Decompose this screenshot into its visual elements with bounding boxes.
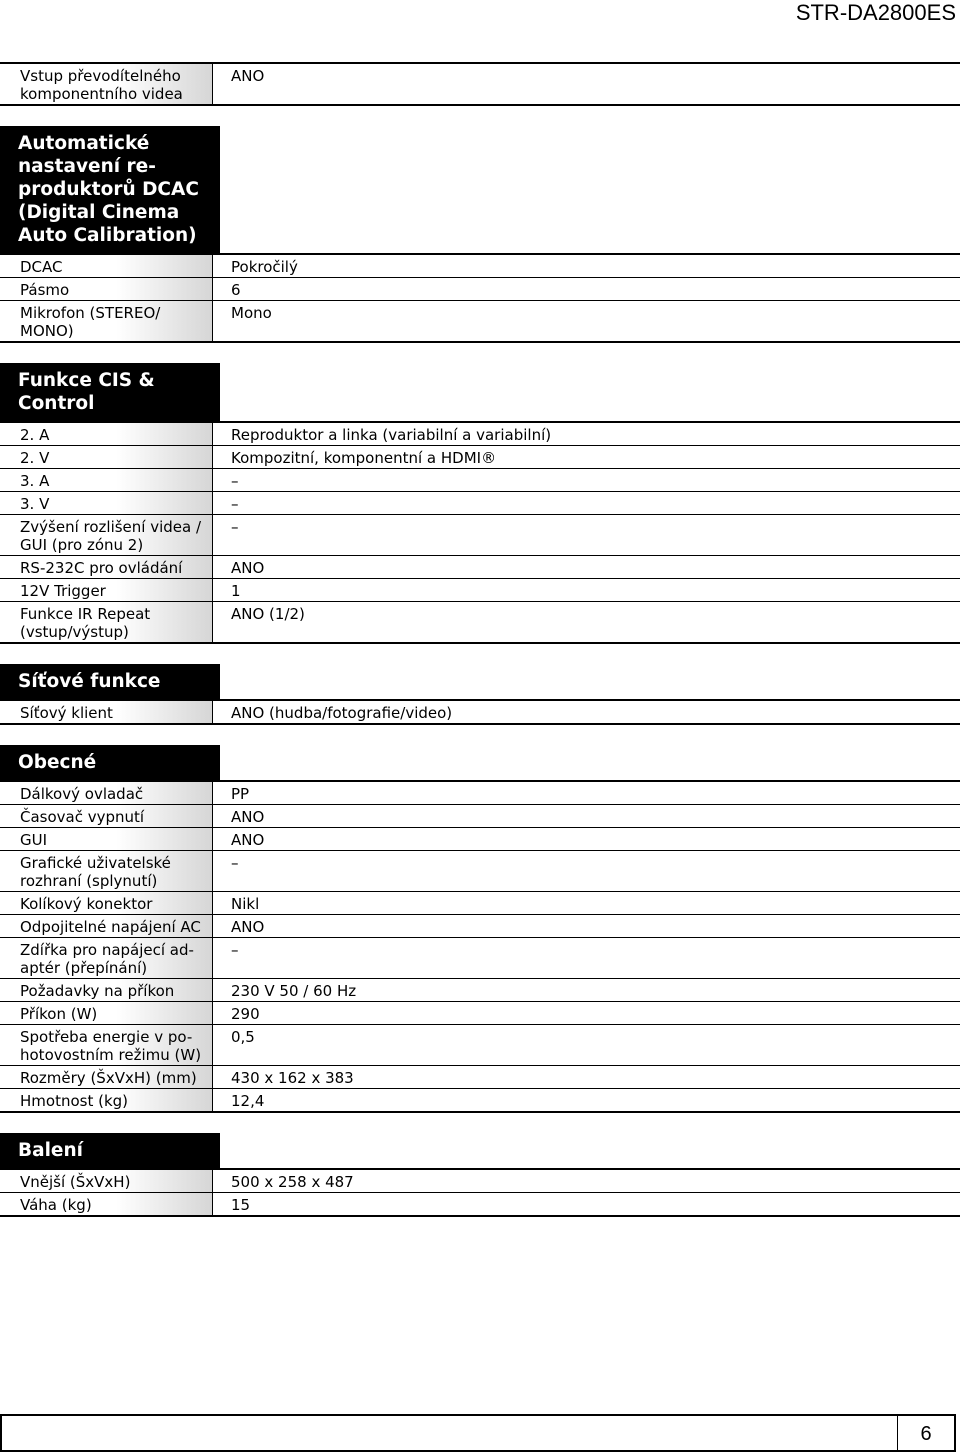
- spec-value: 430 x 162 x 383: [231, 1069, 354, 1087]
- spec-row: [0, 827, 960, 850]
- spec-label: GUI: [0, 828, 213, 850]
- spec-label: Síťový klient: [0, 701, 213, 723]
- section-heading: Balení: [0, 1133, 220, 1168]
- spec-table: [0, 62, 960, 106]
- spec-label: Požadavky na příkon: [0, 979, 213, 1001]
- spec-label: DCAC: [0, 255, 213, 277]
- spec-row: [0, 514, 960, 555]
- spec-label: Zvýšení rozlišení videa / GUI (pro zónu 2): [0, 515, 213, 555]
- spec-value: ANO (1/2): [231, 605, 305, 623]
- spec-row: [0, 937, 960, 978]
- spec-row: [0, 445, 960, 468]
- page-number: 6: [897, 1416, 954, 1450]
- spec-value: 230 V 50 / 60 Hz: [231, 982, 357, 1000]
- spec-table: [0, 253, 960, 343]
- spec-value: 500 x 258 x 487: [231, 1173, 354, 1191]
- spec-row: [0, 555, 960, 578]
- section-heading: Síťové funkce: [0, 664, 220, 699]
- spec-value: –: [231, 854, 239, 872]
- spec-label: Váha (kg): [0, 1193, 213, 1215]
- spec-label: Funkce IR Repeat (vstup/výstup): [0, 602, 213, 642]
- spec-row: [0, 601, 960, 642]
- spec-row: [0, 1001, 960, 1024]
- spec-label: Hmotnost (kg): [0, 1089, 213, 1111]
- spec-label: Dálkový ovladač: [0, 782, 213, 804]
- spec-value: ANO: [231, 808, 265, 826]
- spec-label: Příkon (W): [0, 1002, 213, 1024]
- spec-row: [0, 914, 960, 937]
- spec-content: [0, 62, 960, 1237]
- spec-row: [0, 891, 960, 914]
- spec-label: 2. A: [0, 423, 213, 445]
- spec-value: 15: [231, 1196, 251, 1214]
- section-heading: Funkce CIS & Control: [0, 363, 220, 421]
- spec-row: [0, 1192, 960, 1215]
- spec-row: [0, 300, 960, 341]
- spec-section: [0, 745, 960, 1113]
- spec-value: ANO: [231, 67, 265, 85]
- section-heading: Obecné: [0, 745, 220, 780]
- spec-label: Zdířka pro napájecí ad-aptér (přepínání): [0, 938, 213, 978]
- spec-row: [0, 978, 960, 1001]
- spec-value: Kompozitní, komponentní a HDMI®: [231, 449, 497, 467]
- spec-label: RS-232C pro ovládání: [0, 556, 213, 578]
- spec-value: –: [231, 472, 239, 490]
- spec-table: [0, 699, 960, 725]
- spec-value: 0,5: [231, 1028, 255, 1046]
- spec-label: 12V Trigger: [0, 579, 213, 601]
- page-footer: [0, 1414, 956, 1452]
- spec-row: [0, 1024, 960, 1065]
- spec-row: [0, 468, 960, 491]
- spec-label: Pásmo: [0, 278, 213, 300]
- spec-row: [0, 277, 960, 300]
- spec-row: [0, 699, 960, 723]
- spec-label: 2. V: [0, 446, 213, 468]
- spec-value: Mono: [231, 304, 272, 322]
- spec-row: [0, 578, 960, 601]
- spec-value: 290: [231, 1005, 260, 1023]
- spec-section: [0, 664, 960, 725]
- spec-label: Spotřeba energie v po-hotovostním režimu (W): [0, 1025, 213, 1065]
- spec-value: –: [231, 518, 239, 536]
- spec-value: 12,4: [231, 1092, 265, 1110]
- spec-row: [0, 253, 960, 277]
- spec-label: Odpojitelné napájení AC: [0, 915, 213, 937]
- spec-section: [0, 1133, 960, 1217]
- spec-label: Mikrofon (STEREO/ MONO): [0, 301, 213, 341]
- spec-row: [0, 1168, 960, 1192]
- spec-label: Rozměry (ŠxVxH) (mm): [0, 1066, 213, 1088]
- spec-value: 6: [231, 281, 241, 299]
- spec-label: Časovač vypnutí: [0, 805, 213, 827]
- spec-label: Grafické uživatelské rozhraní (splynutí): [0, 851, 213, 891]
- spec-label: 3. A: [0, 469, 213, 491]
- spec-value: ANO: [231, 918, 265, 936]
- spec-table: [0, 421, 960, 644]
- spec-table: [0, 1168, 960, 1217]
- section-heading: Automatické nastavení re-produktorů DCAC (Digital Cinema Auto Calibration): [0, 126, 220, 253]
- spec-value: 1: [231, 582, 241, 600]
- spec-row: [0, 1065, 960, 1088]
- spec-value: –: [231, 941, 239, 959]
- spec-label: Vstup převodítelného komponentního videa: [0, 64, 213, 104]
- spec-value: –: [231, 495, 239, 513]
- spec-value: ANO: [231, 559, 265, 577]
- spec-value: Reproduktor a linka (variabilní a variabilní): [231, 426, 552, 444]
- spec-value: Nikl: [231, 895, 260, 913]
- spec-label: Kolíkový konektor: [0, 892, 213, 914]
- spec-section: [0, 126, 960, 343]
- spec-value: PP: [231, 785, 250, 803]
- spec-row: [0, 804, 960, 827]
- document-title: STR-DA2800ES: [795, 0, 956, 25]
- spec-value: ANO (hudba/fotografie/video): [231, 704, 453, 722]
- spec-row: [0, 62, 960, 104]
- spec-row: [0, 421, 960, 445]
- spec-section: [0, 62, 960, 106]
- spec-row: [0, 780, 960, 804]
- spec-row: [0, 491, 960, 514]
- spec-label: Vnější (ŠxVxH): [0, 1170, 213, 1192]
- spec-label: 3. V: [0, 492, 213, 514]
- spec-table: [0, 780, 960, 1113]
- spec-row: [0, 1088, 960, 1111]
- spec-value: ANO: [231, 831, 265, 849]
- spec-value: Pokročilý: [231, 258, 298, 276]
- spec-section: [0, 363, 960, 644]
- spec-row: [0, 850, 960, 891]
